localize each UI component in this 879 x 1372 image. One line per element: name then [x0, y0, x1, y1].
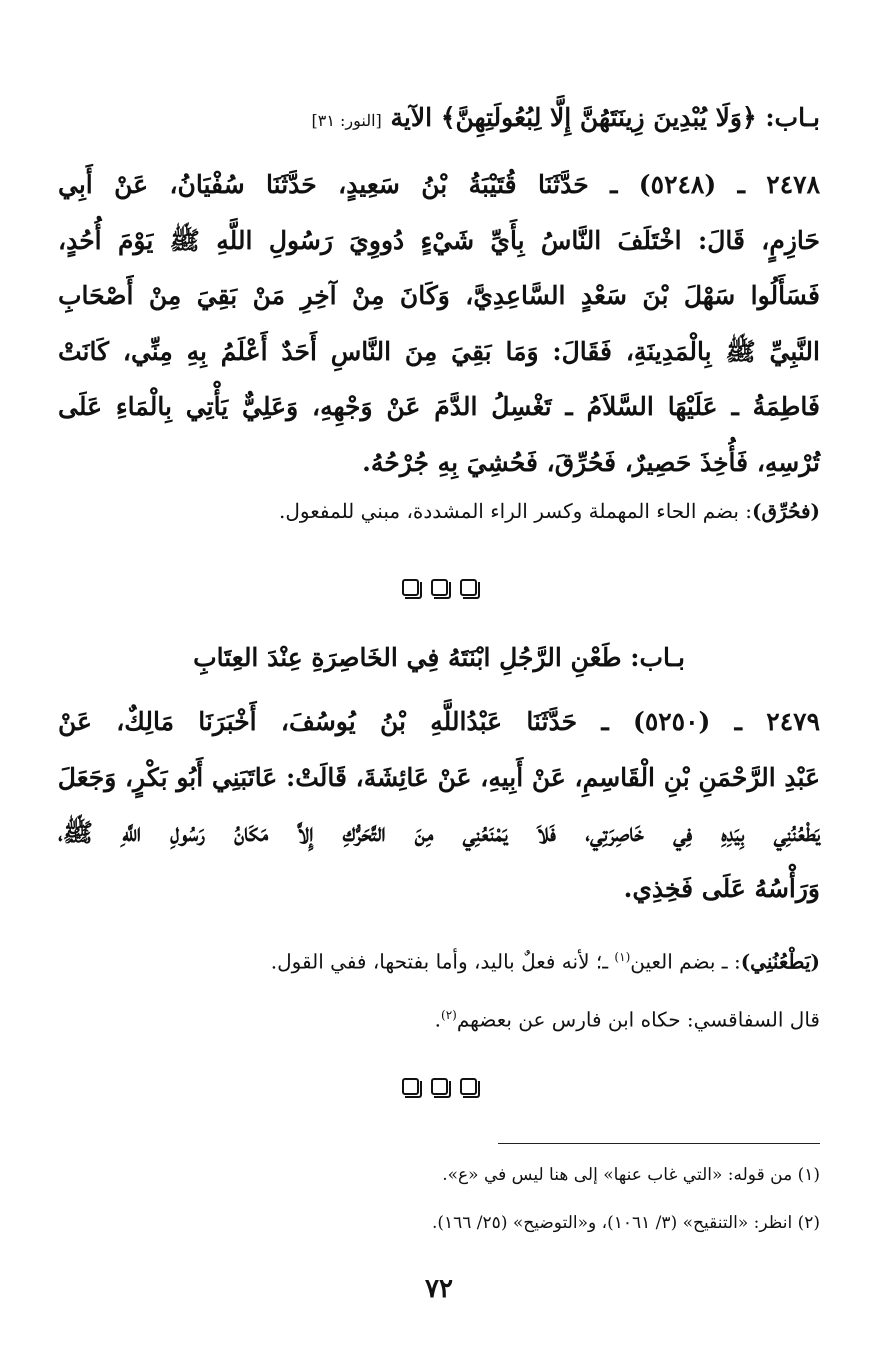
page-number: ٧٢ [425, 1274, 453, 1304]
square-ornament-icon [431, 579, 448, 596]
hadith-line: تُرْسِهِ، فَأُخِذَ حَصِيرٌ، فَحُرِّقَ، فَحُشِيَ بِهِ جُرْحُهُ. [362, 447, 820, 477]
footnote-2: (٢) انظر: «التنقيح» (٣/ ١٠٦١)، و«التوضيح» (٢٥/ ١٦٦). [431, 1213, 820, 1233]
square-ornament-icon [460, 579, 477, 596]
square-ornament-icon [460, 1078, 477, 1095]
hadith-line: يَطْعُنُنِي بِيَدِهِ فِي خَاصِرَتِي، فَلاَ يَمْنَعُنِي مِنَ التَّحَرُّكِ إِلاَّ مَكَانُ رَسُولِ اللَّهِ ﷺ، [58, 818, 820, 847]
commentary-text: : ـ بضم العين [630, 949, 741, 974]
section-separator [58, 579, 820, 600]
footnote-divider [498, 1143, 820, 1144]
footnote-1: (١) من قوله: «التي غاب عنها» إلى هنا ليس في «ع». [442, 1165, 820, 1185]
ayah-label: الآية [390, 103, 433, 132]
commentary-note-2 [58, 935, 820, 984]
chapter-heading-1 [58, 98, 820, 141]
chapter-heading-2 [58, 638, 820, 678]
hadith-2479 [58, 694, 820, 916]
commentary-note-1 [58, 489, 820, 533]
commentary-text: ـ؛ لأنه فعلٌ باليد، وأما بفتحها، ففي القول. [270, 949, 615, 974]
square-ornament-icon [402, 1078, 419, 1095]
hadith-line: فَاطِمَةُ ـ عَلَيْهَا السَّلاَمُ ـ تَغْسِلُ الدَّمَ عَنْ وَجْهِهِ، وَعَلِيٌّ يَأْتِي بِالْمَاءِ عَلَى [58, 392, 820, 421]
chapter-title: طَعْنِ الرَّجُلِ ابْنَتَهُ فِي الخَاصِرَةِ عِنْدَ العِتَابِ [193, 643, 622, 672]
hadith-line: ٢٤٧٩ ـ (٥٢٥٠) ـ حَدَّثَنَا عَبْدُاللَّهِ بْنُ يُوسُفَ، أَخْبَرَنَا مَالِكٌ، عَنْ [58, 707, 820, 736]
hadith-line: حَازِمٍ، قَالَ: اخْتَلَفَ النَّاسُ بِأَيِّ شَيْءٍ دُووِيَ رَسُولِ اللَّهِ ﷺ يَوْمَ أُحُدٍ، [58, 225, 820, 255]
section-separator [58, 1078, 820, 1099]
commentary-end: . [434, 1007, 442, 1032]
footnote-marker: (١) [614, 950, 631, 964]
book-page [58, 0, 820, 1372]
commentary-term: (يَطْعُنُنِي) [740, 949, 820, 974]
commentary-text: قال السفاقسي: حكاه ابن فارس عن بعضهم [456, 1007, 820, 1032]
hadith-line: النَّبِيِّ ﷺ بِالْمَدِينَةِ، فَقَالَ: وَمَا بَقِيَ مِنَ النَّاسِ أَحَدٌ أَعْلَمُ بِهِ مِنِّي، كَانَتْ [58, 336, 820, 366]
hadith-line: فَسَأَلُوا سَهْلَ بْنَ سَعْدٍ السَّاعِدِيَّ، وَكَانَ مِنْ آخِرِ مَنْ بَقِيَ مِنْ أَصْحَابِ [58, 281, 820, 310]
commentary-term: (فحُرِّق) [752, 499, 820, 523]
hadith-line: وَرَأْسُهُ عَلَى فَخِذِي. [623, 873, 820, 903]
hadith-line: ٢٤٧٨ ـ (٥٢٤٨) ـ حَدَّثَنَا قُتَيْبَةُ بْنُ سَعِيدٍ، حَدَّثَنَا سُفْيَانُ، عَنْ أَبِي [58, 170, 821, 199]
hadith-2478 [58, 157, 820, 490]
hadith-line: عَبْدِ الرَّحْمَنِ بْنِ الْقَاسِمِ، عَنْ أَبِيهِ، عَنْ عَائِشَةَ، قَالَتْ: عَاتَبَنِي أَبُو بَكْرٍ، وَجَعَلَ [57, 762, 820, 792]
verse-reference: [النور: ٣١] [311, 111, 382, 130]
square-ornament-icon [431, 1078, 448, 1095]
commentary-note-3 [58, 993, 820, 1042]
square-ornament-icon [402, 579, 419, 596]
commentary-text: : بضم الحاء المهملة وكسر الراء المشددة، مبني للمفعول. [279, 499, 753, 523]
bab-label: بـاب: [630, 643, 685, 672]
quran-verse: ﴿وَلَا يُبْدِينَ زِينَتَهُنَّ إِلَّا لِبُعُولَتِهِنَّ﴾ [440, 103, 757, 132]
bab-label: بـاب: [765, 103, 820, 132]
footnote-marker: (٢) [441, 1008, 457, 1022]
